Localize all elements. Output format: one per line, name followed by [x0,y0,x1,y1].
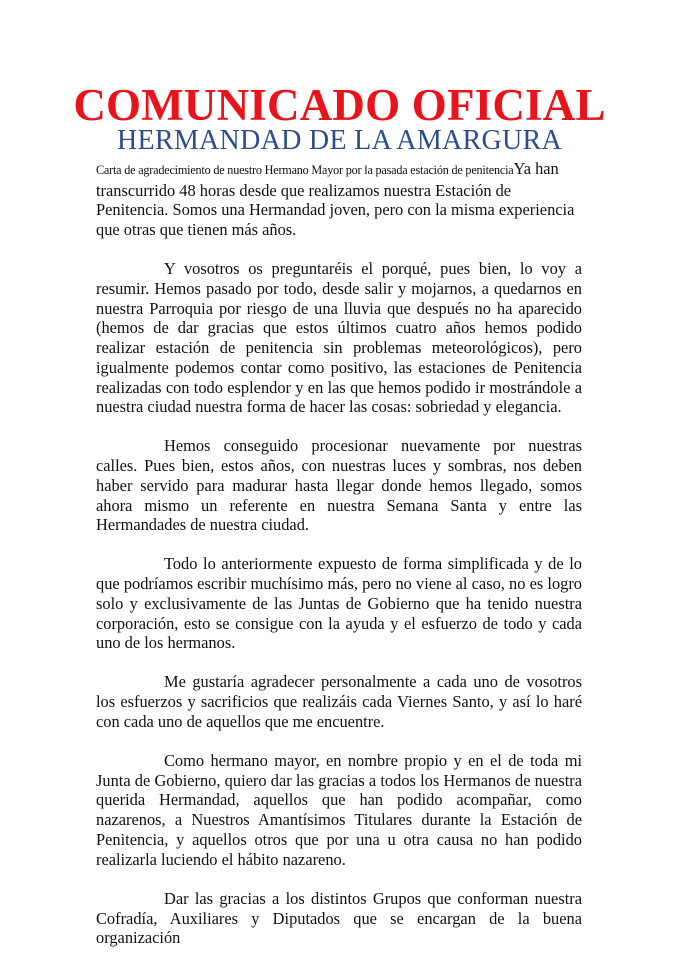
paragraph-6: Dar las gracias a los distintos Grupos que conforman nuestra Cofradía, Auxiliares y Diputados que se encargan de la buena organización [96,888,582,948]
paragraph-4: Me gustaría agradecer personalmente a cada uno de vosotros los esfuerzos y sacrificios que realizáis cada Viernes Santo, y así lo haré con cada uno de aquellos que me encuentre. [96,672,582,731]
paragraph-1: Y vosotros os preguntaréis el porqué, pues bien, lo voy a resumir. Hemos pasado por todo, desde salir y mojarnos, a quedarnos en nuestra Parroquia por riesgo de una lluvia que después no ha aparecido (hemos de dar gracias que estos últimos cuatro años hemos podido realizar estación de penitencia sin problemas meteorológicos), pero igualmente podemos contar como positivo, las estaciones de Penitencia realizadas con todo esplendor y en las que hemos podido ir mostrándole a nuestra ciudad nuestra forma de hacer las cosas: sobriedad y elegancia. [96,259,582,417]
page-title: COMUNICADO OFICIAL [73,80,606,130]
letter-body [96,159,582,948]
intro-text: Ya han transcurrido 48 horas desde que realizamos nuestra Estación de Penitencia. Somos una Hermandad joven, pero con la misma experiencia que otras que tienen más años. [96,159,575,240]
page-subtitle: HERMANDAD DE LA AMARGURA [116,125,563,156]
letter-caption: Carta de agradecimiento de nuestro Hermano Mayor por la pasada estación de penitencia [96,163,514,177]
intro-paragraph [96,159,582,240]
paragraph-5: Como hermano mayor, en nombre propio y en el de toda mi Junta de Gobierno, quiero dar las gracias a todos los Hermanos de nuestra querida Hermandad, aquellos que han podido acompañar, como nazarenos, a Nuestros Amantísimos Titulares durante la Estación de Penitencia, y aquellos otros que por una u otra causa no han podido realizarla luciendo el hábito nazareno. [96,751,582,869]
paragraph-2: Hemos conseguido procesionar nuevamente por nuestras calles. Pues bien, estos años, con nuestras luces y sombras, nos deben haber servido para madurar hasta llegar donde hemos llegado, somos ahora mismo un referente en nuestra Semana Santa y entre las Hermandades de nuestra ciudad. [96,436,582,535]
paragraph-3: Todo lo anteriormente expuesto de forma simplificada y de lo que podríamos escribir muchísimo más, pero no viene al caso, no es logro solo y exclusivamente de las Juntas de Gobierno que ha tenido nuestra corporación, esto se consigue con la ayuda y el esfuerzo de todo y cada uno de los hermanos. [96,554,582,653]
